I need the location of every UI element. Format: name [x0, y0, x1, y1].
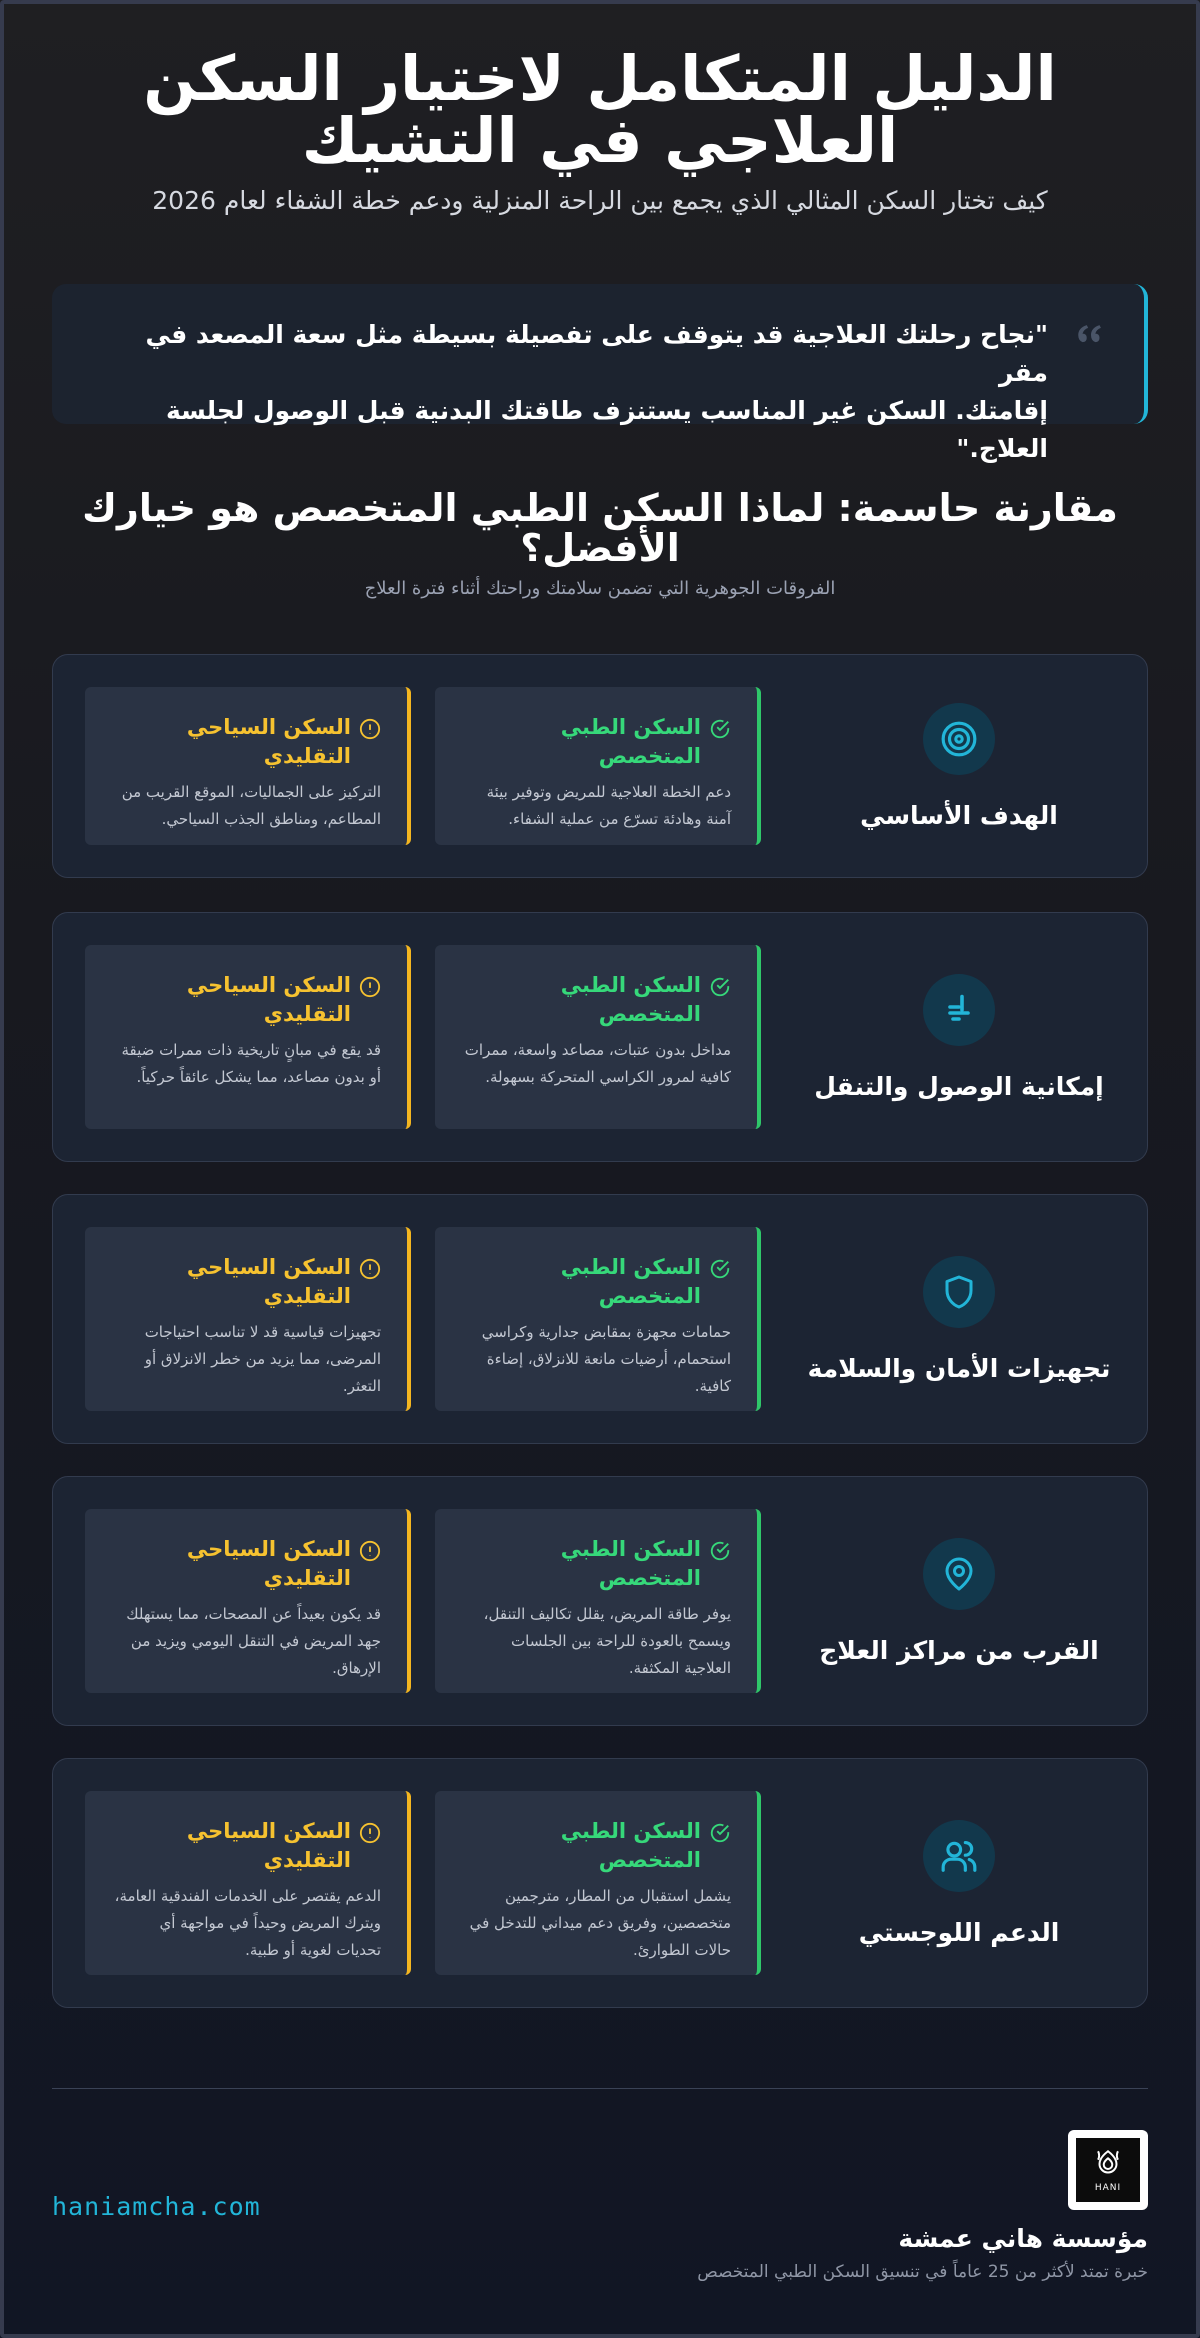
target-icon: [923, 703, 995, 775]
comparison-card-accessibility: [52, 912, 1148, 1162]
tourist-housing-heading: [111, 971, 381, 1029]
alert-circle-icon: [359, 1258, 381, 1280]
check-circle-icon: [709, 976, 731, 998]
tourist-housing-title: السكن السياحي التقليدي: [186, 715, 351, 768]
medical-housing-title: السكن الطبي المتخصص: [560, 1819, 701, 1872]
medical-housing-box: [435, 1791, 761, 1975]
comparison-card-proximity: [52, 1476, 1148, 1726]
alert-circle-icon: [359, 1822, 381, 1844]
organization-description: خبرة تمتد لأكثر من 25 عاماً في تنسيق السكن الطبي المتخصص: [697, 2262, 1148, 2282]
page-title-line-1: الدليل المتكامل لاختيار السكن: [143, 42, 1057, 115]
medical-housing-title: السكن الطبي المتخصص: [560, 715, 701, 768]
tourist-housing-heading: [111, 1817, 381, 1875]
medical-housing-title: السكن الطبي المتخصص: [560, 1255, 701, 1308]
alert-circle-icon: [359, 976, 381, 998]
organization-logo: [1068, 2130, 1148, 2210]
tourist-housing-box: [85, 1227, 411, 1411]
medical-housing-heading: [461, 1535, 731, 1593]
check-circle-icon: [709, 1540, 731, 1562]
tourist-housing-box: [85, 945, 411, 1129]
medical-housing-heading: [461, 1253, 731, 1311]
tourist-housing-box: [85, 1509, 411, 1693]
medical-housing-text: حمامات مجهزة بمقابض جدارية وكراسي استحمام، أرضيات مانعة للانزلاق، إضاءة كافية.: [481, 1323, 731, 1395]
tourist-housing-text: قد يقع في مبانٍ تاريخية ذات ممرات ضيقة أو بدون مصاعد، مما يشكل عائقاً حركياً.: [121, 1041, 381, 1086]
logo-text: HANI: [1094, 2183, 1122, 2193]
page-title-line-2: العلاجي في التشيك: [301, 104, 899, 177]
tourist-housing-box: [85, 687, 411, 845]
page-title: [52, 42, 1148, 177]
quote-box: [52, 284, 1148, 463]
comparison-section-heading: [80, 488, 1120, 599]
quote-line-2: إقامتك. السكن غير المناسب يستنزف طاقتك البدنية قبل الوصول لجلسة العلاج.": [166, 396, 1048, 463]
check-circle-icon: [709, 1822, 731, 1844]
tourist-housing-heading: [111, 1253, 381, 1311]
alert-circle-icon: [359, 1540, 381, 1562]
logo-emblem-icon: [1091, 2147, 1125, 2181]
page-header: [52, 42, 1148, 215]
category-title: الدعم اللوجستي: [858, 1917, 1060, 1947]
medical-housing-text: دعم الخطة العلاجية للمريض وتوفير بيئة آمنة وهادئة تسرّع من عملية الشفاء.: [486, 783, 731, 828]
section-title: [80, 488, 1120, 568]
medical-housing-heading: [461, 1817, 731, 1875]
medical-housing-text: مداخل بدون عتبات، مصاعد واسعة، ممرات كافية لمرور الكراسي المتحركة بسهولة.: [464, 1041, 731, 1086]
tourist-housing-text: قد يكون بعيداً عن المصحات، مما يستهلك جهد المريض في التنقل اليومي ويزيد من الإرهاق.: [126, 1605, 381, 1677]
tourist-housing-title: السكن السياحي التقليدي: [186, 973, 351, 1026]
shield-icon: [923, 1256, 995, 1328]
section-title-line-1: مقارنة حاسمة: لماذا السكن الطبي المتخصص هو خيارك: [82, 486, 1118, 530]
medical-housing-heading: [461, 971, 731, 1029]
medical-housing-box: [435, 945, 761, 1129]
category-column: [771, 913, 1147, 1161]
medical-housing-text: يشمل استقبال من المطار، مترجمين متخصصين، وفريق دعم ميداني للتدخل في حالات الطوارئ.: [469, 1887, 731, 1959]
alert-circle-icon: [359, 718, 381, 740]
medical-housing-text: يوفر طاقة المريض، يقلل تكاليف التنقل، ويسمح بالعودة للراحة بين الجلسات العلاجية المكثفة.: [483, 1605, 731, 1677]
section-subtitle: الفروقات الجوهرية التي تضمن سلامتك وراحتك أثناء فترة العلاج: [364, 578, 836, 599]
check-circle-icon: [709, 718, 731, 740]
tourist-housing-title: السكن السياحي التقليدي: [186, 1255, 351, 1308]
page-subtitle: كيف تختار السكن المثالي الذي يجمع بين الراحة المنزلية ودعم خطة الشفاء لعام 2026: [152, 186, 1048, 215]
users-icon: [923, 1820, 995, 1892]
tourist-housing-heading: [111, 713, 381, 771]
footer-divider: [52, 2088, 1148, 2089]
medical-housing-heading: [461, 713, 731, 771]
category-column: [771, 1195, 1147, 1443]
accessibility-icon: [923, 974, 995, 1046]
comparison-card-goal: [52, 654, 1148, 878]
category-title: القرب من مراكز العلاج: [819, 1635, 1099, 1665]
medical-housing-box: [435, 1227, 761, 1411]
tourist-housing-text: تجهيزات قياسية قد لا تناسب احتياجات المرضى، مما يزيد من خطر الانزلاق أو التعثر.: [144, 1323, 381, 1395]
category-column: [771, 1477, 1147, 1725]
tourist-housing-title: السكن السياحي التقليدي: [186, 1819, 351, 1872]
quote-line-1: "نجاح رحلتك العلاجية قد يتوقف على تفصيلة بسيطة مثل سعة المصعد في مقر: [145, 320, 1048, 387]
tourist-housing-title: السكن السياحي التقليدي: [186, 1537, 351, 1590]
comparison-card-logistics: [52, 1758, 1148, 2008]
tourist-housing-text: التركيز على الجماليات، الموقع القريب من المطاعم، ومناطق الجذب السياحي.: [121, 783, 381, 828]
medical-housing-box: [435, 687, 761, 845]
category-title: الهدف الأساسي: [860, 800, 1058, 830]
medical-housing-box: [435, 1509, 761, 1693]
tourist-housing-text: الدعم يقتصر على الخدمات الفندقية العامة، ويترك المريض وحيداً في مواجهة أي تحديات لغوية أو طبية.: [114, 1887, 381, 1959]
medical-housing-title: السكن الطبي المتخصص: [560, 973, 701, 1026]
category-title: تجهيزات الأمان والسلامة: [807, 1353, 1111, 1383]
tourist-housing-heading: [111, 1535, 381, 1593]
comparison-card-safety: [52, 1194, 1148, 1444]
check-circle-icon: [709, 1258, 731, 1280]
category-title: إمكانية الوصول والتنقل: [814, 1071, 1104, 1101]
website-link[interactable]: haniamcha.com: [52, 2192, 261, 2221]
location-pin-icon: [923, 1538, 995, 1610]
medical-housing-title: السكن الطبي المتخصص: [560, 1537, 701, 1590]
category-column: [771, 655, 1147, 877]
organization-name: مؤسسة هاني عمشة: [898, 2224, 1148, 2253]
quote-text: [132, 316, 1048, 468]
section-title-line-2: الأفضل؟: [520, 526, 680, 570]
tourist-housing-box: [85, 1791, 411, 1975]
logo-mark: [1076, 2138, 1140, 2202]
category-column: [771, 1759, 1147, 2007]
quote-icon: [1074, 318, 1108, 352]
